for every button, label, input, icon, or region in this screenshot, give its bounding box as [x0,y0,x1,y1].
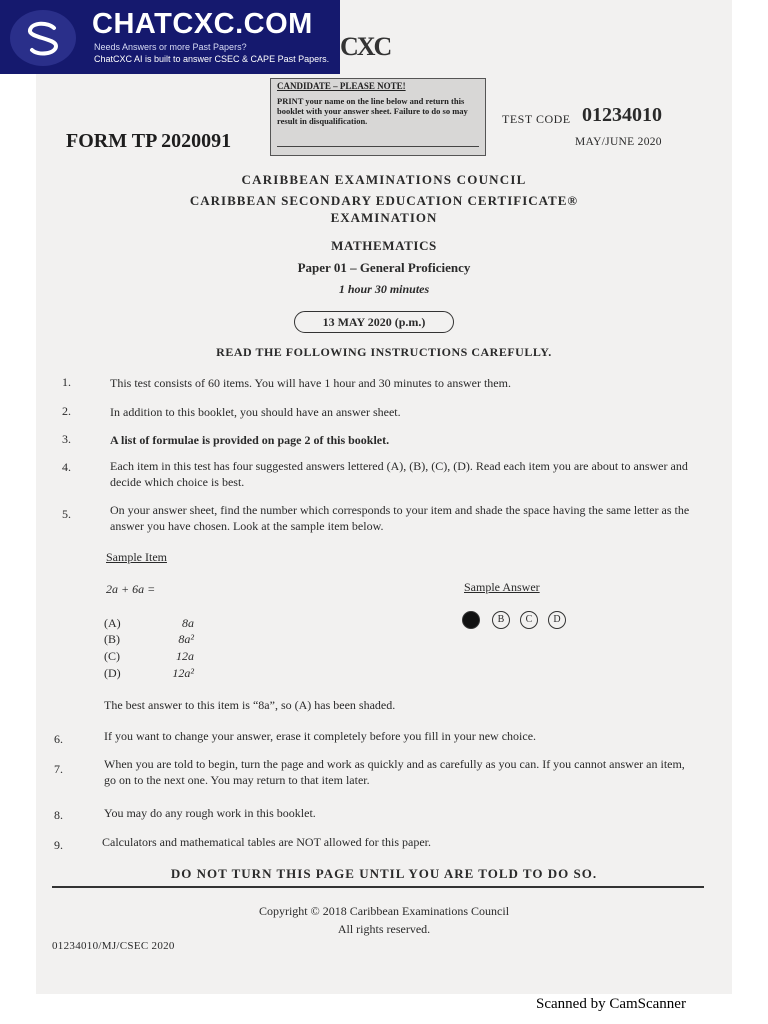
instruction-number: 9. [54,838,63,852]
option-letter: (D) [104,666,121,680]
instruction-text: This test consists of 60 items. You will have 1 hour and 30 minutes to answer them. [110,376,511,390]
chatcxc-banner[interactable] [0,0,340,74]
test-code-label: TEST CODE [502,112,571,126]
copyright-text: Copyright © 2018 Caribbean Examinations Council [258,904,510,918]
instruction-text: When you are told to begin, turn the page and work as quickly and as carefully as you can. If you cannot answer an item, go on to the next one. You may return to that item later. [104,757,685,787]
instruction-number: 2. [62,404,71,418]
option-value: 12a [176,649,194,663]
certificate-title-line-2: EXAMINATION [330,210,438,225]
option-value: 8a [182,616,194,630]
do-not-turn-warning: DO NOT TURN THIS PAGE UNTIL YOU ARE TOLD TO DO SO. [170,866,598,881]
banner-brand: CHATCXC.COM [92,8,313,40]
rights-text: All rights reserved. [337,922,431,936]
sample-question: 2a + 6a = [106,582,156,596]
option-value: 8a² [178,632,194,646]
instruction-text: A list of formulae is provided on page 2 of this booklet. [110,433,390,447]
certificate-title-line-1: CARIBBEAN SECONDARY EDUCATION CERTIFICATE® [189,193,579,208]
answer-bubble-b: B [492,611,510,629]
instruction-text: Calculators and mathematical tables are NOT allowed for this paper. [102,835,431,849]
subject-title: MATHEMATICS [331,238,437,253]
best-answer-note: The best answer to this item is “8a”, so (A) has been shaded. [104,698,396,712]
option-letter: (C) [104,649,120,663]
instruction-text: In addition to this booklet, you should have an answer sheet. [110,405,401,419]
note-body: PRINT your name on the line below and return this booklet with your answer sheet. Failure to do so may result in disqualification. [277,96,468,126]
answer-bubble-c: C [520,611,538,629]
exam-date-badge: 13 MAY 2020 (p.m.) [294,311,454,333]
option-value: 12a² [172,666,194,680]
instruction-number: 8. [54,808,63,822]
name-line [277,146,479,147]
paper-code: 01234010/MJ/CSEC 2020 [52,940,175,952]
instruction-text: Each item in this test has four suggested answers lettered (A), (B), (C), (D). Read each item you are about to answer and decide which choice is best. [110,459,688,489]
sample-answer-title: Sample Answer [464,580,540,594]
banner-line-2: ChatCXC AI is built to answer CSEC & CAPE Past Papers. [94,54,330,64]
instructions-heading: READ THE FOLLOWING INSTRUCTIONS CAREFULLY. [216,345,552,359]
chatcxc-s-logo-icon [10,10,76,66]
exam-duration: 1 hour 30 minutes [338,282,430,296]
council-title: CARIBBEAN EXAMINATIONS COUNCIL [241,172,527,187]
note-title: CANDIDATE – PLEASE NOTE! [277,81,406,91]
answer-bubble-d: D [548,611,566,629]
cxc-logo: CXC [340,32,391,61]
exam-session: MAY/JUNE 2020 [575,136,662,148]
instruction-number: 3. [62,432,71,446]
banner-line-1: Needs Answers or more Past Papers? [94,42,247,52]
instruction-number: 1. [62,375,71,389]
sample-item-title: Sample Item [106,550,167,564]
form-number: FORM TP 2020091 [66,130,232,152]
candidate-note-box [270,78,486,156]
instruction-number: 6. [54,732,63,746]
answer-bubble-a-filled [462,611,480,629]
instruction-number: 5. [62,507,71,521]
scanner-watermark: Scanned by CamScanner [536,996,686,1012]
instruction-text: If you want to change your answer, erase it completely before you fill in your new choice. [104,729,537,743]
instruction-number: 7. [54,762,63,776]
option-letter: (A) [104,616,121,630]
paper-title: Paper 01 – General Proficiency [297,260,471,275]
test-code-value: 01234010 [582,104,662,126]
instruction-number: 4. [62,460,71,474]
instruction-text: On your answer sheet, find the number which corresponds to your item and shade the space having the same letter as the answer you have chosen. Look at the sample item below. [110,503,690,533]
instruction-text: You may do any rough work in this booklet. [104,806,316,820]
option-letter: (B) [104,632,120,646]
divider-rule [52,886,704,888]
copyright-block [36,902,732,938]
